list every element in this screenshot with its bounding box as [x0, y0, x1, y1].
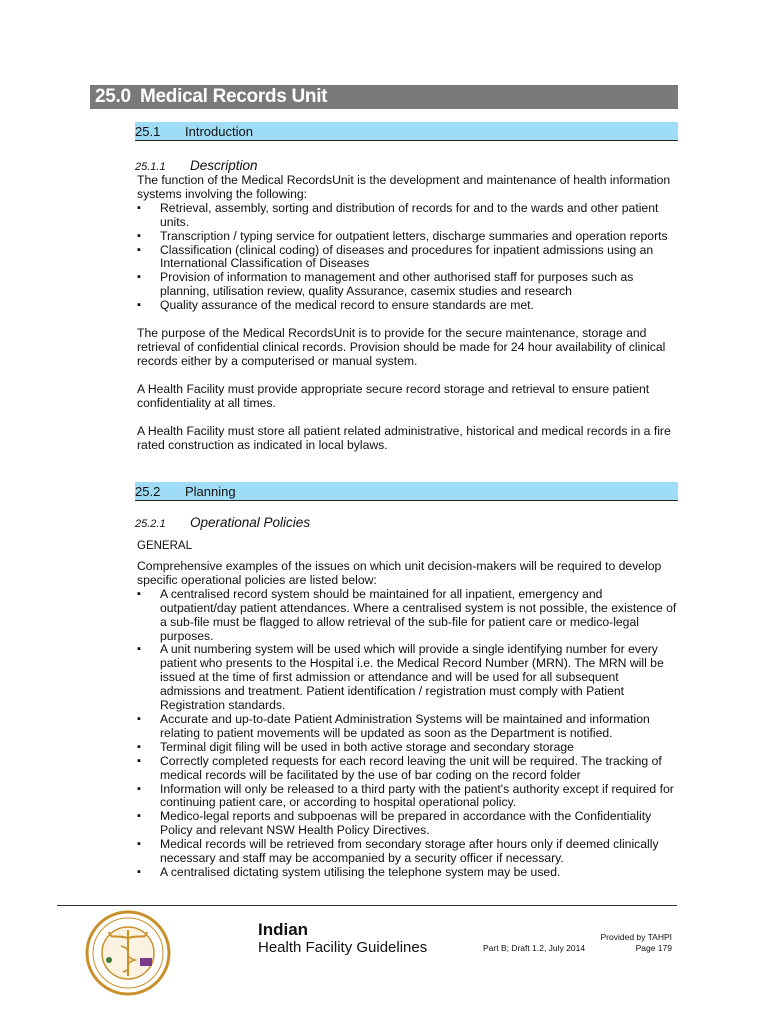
list-item: ▪ A centralised record system should be maintained for all inpatient, emergency and outpatient/day patient attendances. Where a centralised system is not possible, the existence of a sub-file must be flagged to allow retrieval of the sub-file for patient care or medico-legal purposes.	[137, 588, 677, 644]
list-item: ▪ Provision of information to management and other authorised staff for purposes such as planning, utilisation review, quality Assurance, casemix studies and research	[137, 271, 677, 299]
subsection-title: Planning	[185, 484, 236, 499]
subsection-title: Introduction	[185, 124, 253, 139]
list-item: ▪ Terminal digit filing will be used in both active storage and secondary storage	[137, 741, 677, 755]
list-item: ▪ Correctly completed requests for each record leaving the unit will be required. The tracking of medical records will be facilitated by the use of bar coding on the record folder	[137, 755, 677, 783]
footer-title: Indian	[258, 920, 309, 939]
list-item: ▪ Information will only be released to a third party with the patient's authority except if required for continuing patient care, or according to hospital operational policy.	[137, 783, 677, 811]
subsubsection-title: Description	[190, 158, 258, 173]
footer-provided-by: Provided by TAHPI	[600, 932, 672, 942]
section-title: Medical Records Unit	[140, 86, 328, 107]
list-item: ▪ Quality assurance of the medical record to ensure standards are met.	[137, 299, 677, 313]
list-item: ▪ Accurate and up-to-date Patient Administration Systems will be maintained and information relating to patient movements will be updated as soon as the Department is notified.	[137, 713, 677, 741]
subsection-number: 25.2	[135, 484, 161, 499]
general-label: GENERAL	[137, 540, 192, 552]
list-item: ▪ Retrieval, assembly, sorting and distribution of records for and to the wards and other patient units.	[137, 202, 677, 230]
section-heading	[90, 85, 678, 109]
intro-bullet-list	[137, 202, 677, 313]
footer-page-number: Page 179	[635, 943, 672, 953]
list-item: ▪ Classification (clinical coding) of diseases and procedures for inpatient admissions using an International Classification of Diseases	[137, 244, 677, 272]
seal-logo-icon	[85, 910, 171, 996]
list-item: ▪ A unit numbering system will be used which will provide a single identifying number for every patient who presents to the Hospital i.e. the Medical Record Number (MRN). The MRN will be issued at the time of first admission or attendance and will be used for all subsequent admissions and treatment. Patient identification / registration must comply with Patient Registration standards.	[137, 643, 677, 713]
list-item: ▪ Medico-legal reports and subpoenas will be prepared in accordance with the Confidentiality Policy and relevant NSW Health Policy Directives.	[137, 810, 677, 838]
list-item: ▪ A centralised dictating system utilising the telephone system may be used.	[137, 866, 677, 880]
list-item: ▪ Transcription / typing service for outpatient letters, discharge summaries and operation reports	[137, 230, 677, 244]
subsubsection-number: 25.1.1	[135, 161, 166, 173]
list-item: ▪ Medical records will be retrieved from secondary storage after hours only if deemed clinically necessary and staff may be accompanied by a security officer if necessary.	[137, 838, 677, 866]
intro-paragraph: The function of the Medical RecordsUnit is the development and maintenance of health information systems involving the following:	[137, 173, 671, 201]
fire-paragraph: A Health Facility must store all patient related administrative, historical and medical records in a fire rated construction as indicated in local bylaws.	[137, 423, 671, 452]
section-number: 25.0	[95, 86, 131, 107]
purpose-paragraph: The purpose of the Medical RecordsUnit is to provide for the secure maintenance, storage and retrieval of confidential clinical records. Provision should be made for 24 hour availability of clinical records either by a computerised or manual system.	[137, 326, 666, 368]
subsection-heading-planning	[135, 482, 678, 501]
introduction-body	[137, 174, 677, 452]
subsubsection-number: 25.2.1	[135, 518, 166, 530]
subsubsection-title: Operational Policies	[190, 515, 311, 530]
policies-body	[137, 560, 677, 880]
footer-draft-info: Part B; Draft 1.2, July 2014	[483, 943, 586, 953]
footer-subtitle: Health Facility Guidelines	[258, 939, 428, 956]
policies-paragraph: Comprehensive examples of the issues on which unit decision-makers will be required to develop specific operational policies are listed below:	[137, 559, 662, 587]
storage-paragraph: A Health Facility must provide appropriate secure record storage and retrieval to ensure patient confidentiality at all times.	[137, 381, 650, 410]
subsubsection-heading-policies	[135, 515, 310, 530]
subsubsection-heading-description	[135, 158, 258, 173]
footer-rule	[57, 905, 677, 906]
subsection-number: 25.1	[135, 124, 161, 139]
subsection-heading-introduction	[135, 122, 678, 141]
policies-bullet-list	[137, 588, 677, 880]
